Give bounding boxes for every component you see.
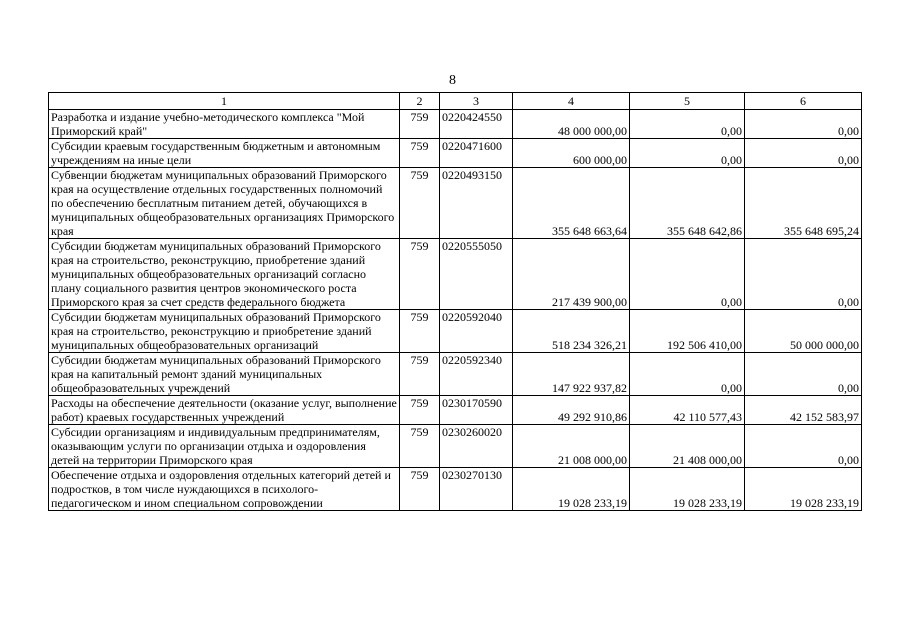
amount-year-3: 0,00: [745, 139, 862, 168]
amount-year-2: 0,00: [630, 239, 745, 310]
grbs-code: 759: [400, 310, 440, 353]
grbs-code: 759: [400, 353, 440, 396]
amount-year-3: 19 028 233,19: [745, 468, 862, 511]
grbs-code: 759: [400, 168, 440, 239]
table-row: [49, 396, 862, 425]
amount-year-3: 0,00: [745, 239, 862, 310]
amount-year-3: 0,00: [745, 425, 862, 468]
amount-year-2: 192 506 410,00: [630, 310, 745, 353]
amount-year-1: 48 000 000,00: [513, 110, 630, 139]
header-row: [49, 93, 862, 110]
amount-year-1: 518 234 326,21: [513, 310, 630, 353]
grbs-code: 759: [400, 468, 440, 511]
expense-name: Субсидии бюджетам муниципальных образований Приморского края на капитальный ремонт зданий муниципальных общеобразовательных учреждений: [49, 353, 400, 396]
amount-year-1: 147 922 937,82: [513, 353, 630, 396]
table-row: [49, 468, 862, 511]
csr-code: 0220424550: [440, 110, 513, 139]
column-header-4: 4: [513, 93, 630, 110]
amount-year-2: 355 648 642,86: [630, 168, 745, 239]
amount-year-2: 0,00: [630, 353, 745, 396]
grbs-code: 759: [400, 239, 440, 310]
expense-name: Субсидии организациям и индивидуальным предпринимателям, оказывающим услуги по организации отдыха и оздоровления детей на территории Приморского края: [49, 425, 400, 468]
column-header-6: 6: [745, 93, 862, 110]
column-header-1: 1: [49, 93, 400, 110]
csr-code: 0220592340: [440, 353, 513, 396]
amount-year-1: 355 648 663,64: [513, 168, 630, 239]
amount-year-2: 0,00: [630, 139, 745, 168]
expense-name: Разработка и издание учебно-методического комплекса "Мой Приморский край": [49, 110, 400, 139]
page-number: 8: [449, 73, 456, 88]
amount-year-2: 21 408 000,00: [630, 425, 745, 468]
table-row: [49, 239, 862, 310]
amount-year-1: 49 292 910,86: [513, 396, 630, 425]
csr-code: 0220471600: [440, 139, 513, 168]
expense-name: Субсидии бюджетам муниципальных образований Приморского края на строительство, реконструкцию, приобретение зданий муниципальных общеобразовательных организаций согласно плану социального развития центров экономического роста Приморского края за счет средств федерального бюджета: [49, 239, 400, 310]
csr-code: 0230270130: [440, 468, 513, 511]
csr-code: 0230260020: [440, 425, 513, 468]
expense-name: Расходы на обеспечение деятельности (оказание услуг, выполнение работ) краевых государственных учреждений: [49, 396, 400, 425]
expense-name: Субсидии краевым государственным бюджетным и автономным учреждениям на иные цели: [49, 139, 400, 168]
budget-table: [48, 92, 862, 511]
amount-year-2: 42 110 577,43: [630, 396, 745, 425]
table-row: [49, 425, 862, 468]
grbs-code: 759: [400, 396, 440, 425]
expense-name: Обеспечение отдыха и оздоровления отдельных категорий детей и подростков, в том числе нуждающихся в психолого-педагогическом и ином специальном сопровождении: [49, 468, 400, 511]
expense-name: Субвенции бюджетам муниципальных образований Приморского края на осуществление отдельных государственных полномочий по обеспечению бесплатным питанием детей, обучающихся в муниципальных общеобразовательных организациях Приморского края: [49, 168, 400, 239]
csr-code: 0220493150: [440, 168, 513, 239]
table-row: [49, 139, 862, 168]
amount-year-3: 0,00: [745, 110, 862, 139]
expense-name: Субсидии бюджетам муниципальных образований Приморского края на строительство, реконструкцию и приобретение зданий муниципальных общеобразовательных организаций: [49, 310, 400, 353]
table-row: [49, 310, 862, 353]
column-header-5: 5: [630, 93, 745, 110]
amount-year-2: 19 028 233,19: [630, 468, 745, 511]
amount-year-3: 0,00: [745, 353, 862, 396]
column-header-3: 3: [440, 93, 513, 110]
amount-year-2: 0,00: [630, 110, 745, 139]
amount-year-3: 50 000 000,00: [745, 310, 862, 353]
column-header-2: 2: [400, 93, 440, 110]
amount-year-3: 42 152 583,97: [745, 396, 862, 425]
csr-code: 0230170590: [440, 396, 513, 425]
grbs-code: 759: [400, 425, 440, 468]
amount-year-1: 600 000,00: [513, 139, 630, 168]
amount-year-1: 217 439 900,00: [513, 239, 630, 310]
amount-year-3: 355 648 695,24: [745, 168, 862, 239]
grbs-code: 759: [400, 139, 440, 168]
table-row: [49, 353, 862, 396]
csr-code: 0220592040: [440, 310, 513, 353]
amount-year-1: 21 008 000,00: [513, 425, 630, 468]
amount-year-1: 19 028 233,19: [513, 468, 630, 511]
csr-code: 0220555050: [440, 239, 513, 310]
table-row: [49, 168, 862, 239]
grbs-code: 759: [400, 110, 440, 139]
table-row: [49, 110, 862, 139]
